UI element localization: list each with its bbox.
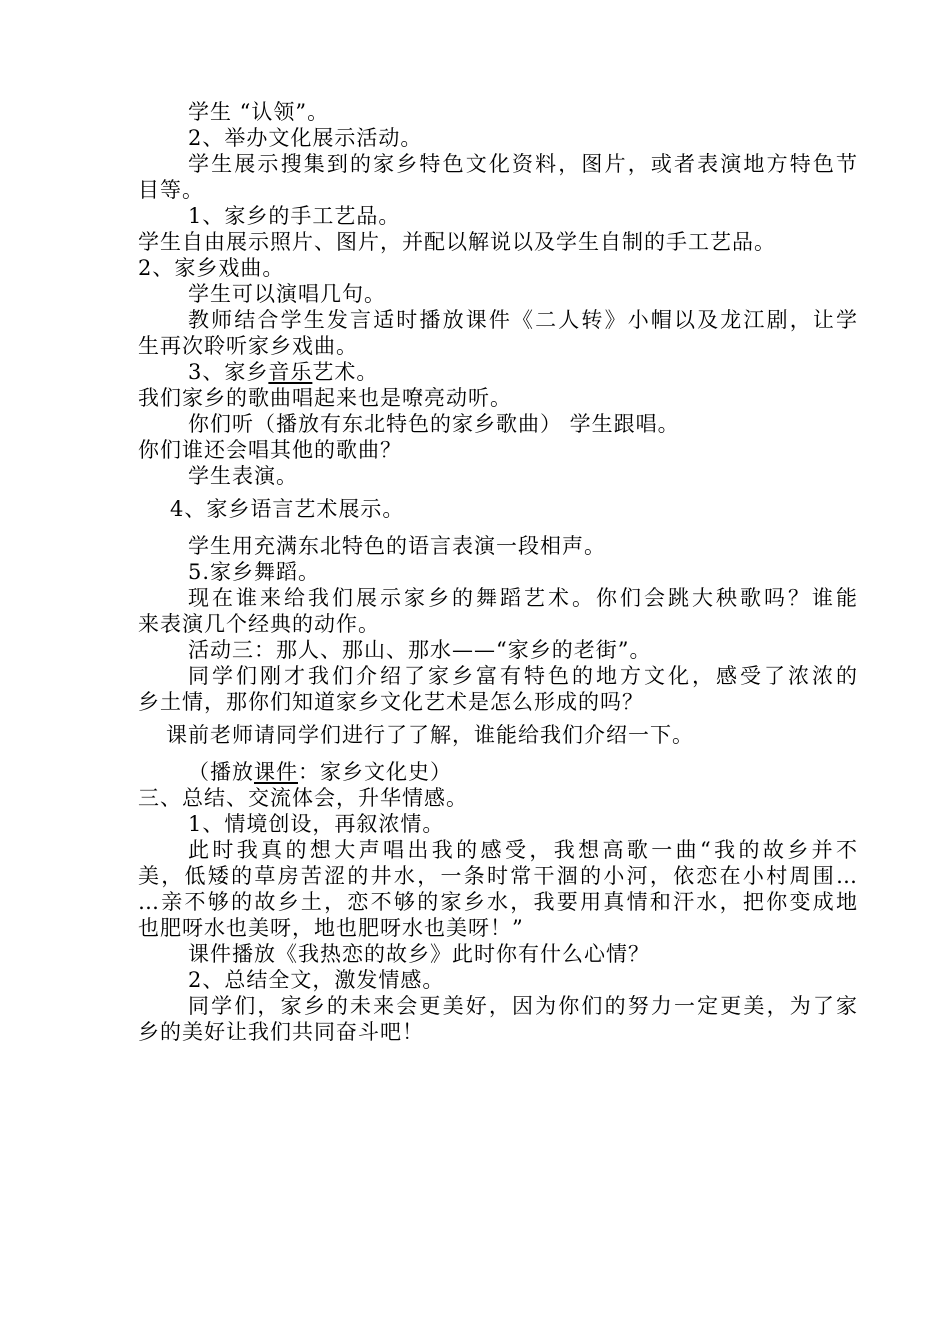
- text-line: 生再次聆听家乡戏曲。: [138, 334, 358, 358]
- text-line: 此时我真的想大声唱出我的感受，我想高歌一曲“我的故乡并不: [188, 838, 858, 862]
- text-line: …亲不够的故乡土，恋不够的家乡水，我要用真情和汗水，把你变成地: [138, 890, 858, 914]
- text-line: 来表演几个经典的动作。: [138, 612, 380, 636]
- text-line: 2、家乡戏曲。: [138, 256, 285, 280]
- text-segment: ：家乡文化史）: [298, 760, 452, 784]
- text-line: 也肥呀水也美呀，地也肥呀水也美呀！”: [138, 916, 524, 940]
- text-line: 学生可以演唱几句。: [188, 282, 386, 306]
- text-line: [188, 759, 858, 785]
- text-line: 同学们刚才我们介绍了家乡富有特色的地方文化，感受了浓浓的: [188, 664, 858, 688]
- text-line: 4、家乡语言艺术展示。: [170, 497, 405, 521]
- text-line: 学生用充满东北特色的语言表演一段相声。: [188, 534, 606, 558]
- text-line: 现在谁来给我们展示家乡的舞蹈艺术。你们会跳大秧歌吗？谁能: [188, 586, 858, 610]
- text-line: 乡土情，那你们知道家乡文化艺术是怎么形成的吗？: [138, 690, 644, 714]
- text-line: 学生展示搜集到的家乡特色文化资料，图片，或者表演地方特色节: [188, 152, 858, 176]
- text-line: 学生表演。: [188, 464, 298, 488]
- text-line: 课前老师请同学们进行了了解，谁能给我们介绍一下。: [166, 723, 694, 747]
- text-line: 学生自由展示照片、图片，并配以解说以及学生自制的手工艺品。: [138, 230, 776, 254]
- link-courseware[interactable]: 课件: [254, 760, 298, 784]
- text-line: [188, 359, 858, 385]
- text-line: 5.家乡舞蹈。: [188, 560, 321, 584]
- text-segment: （播放: [188, 760, 254, 784]
- text-line: 教师结合学生发言适时播放课件《二人转》小帽以及龙江剧，让学: [188, 308, 858, 332]
- text-line: 学生 “认领”。: [188, 100, 330, 124]
- text-line: 美，低矮的草房苦涩的井水，一条时常干涸的小河，依恋在小村周围…: [138, 864, 858, 888]
- text-segment: 艺术。: [312, 360, 379, 384]
- text-line: 你们谁还会唱其他的歌曲？: [138, 438, 402, 462]
- text-line: 1、情境创设，再叙浓情。: [188, 812, 445, 836]
- text-line: 2、举办文化展示活动。: [188, 126, 423, 150]
- text-line: 你们听（播放有东北特色的家乡歌曲） 学生跟唱。: [188, 412, 680, 436]
- text-line: 三、总结、交流体会，升华情感。: [138, 786, 468, 810]
- link-music[interactable]: 音乐: [268, 360, 313, 384]
- text-line: 活动三：那人、那山、那水——“家乡的老街”。: [188, 638, 652, 662]
- text-line: 乡的美好让我们共同奋斗吧！: [138, 1020, 424, 1044]
- text-line: 目等。: [138, 178, 204, 202]
- text-line: 同学们，家乡的未来会更美好，因为你们的努力一定更美，为了家: [188, 994, 858, 1018]
- text-line: 课件播放《我热恋的故乡》此时你有什么心情？: [188, 942, 650, 966]
- text-segment: 3、家乡: [188, 360, 269, 384]
- text-line: 1、家乡的手工艺品。: [188, 204, 401, 228]
- text-line: 我们家乡的歌曲唱起来也是嘹亮动听。: [138, 386, 512, 410]
- text-line: 2、总结全文，激发情感。: [188, 968, 445, 992]
